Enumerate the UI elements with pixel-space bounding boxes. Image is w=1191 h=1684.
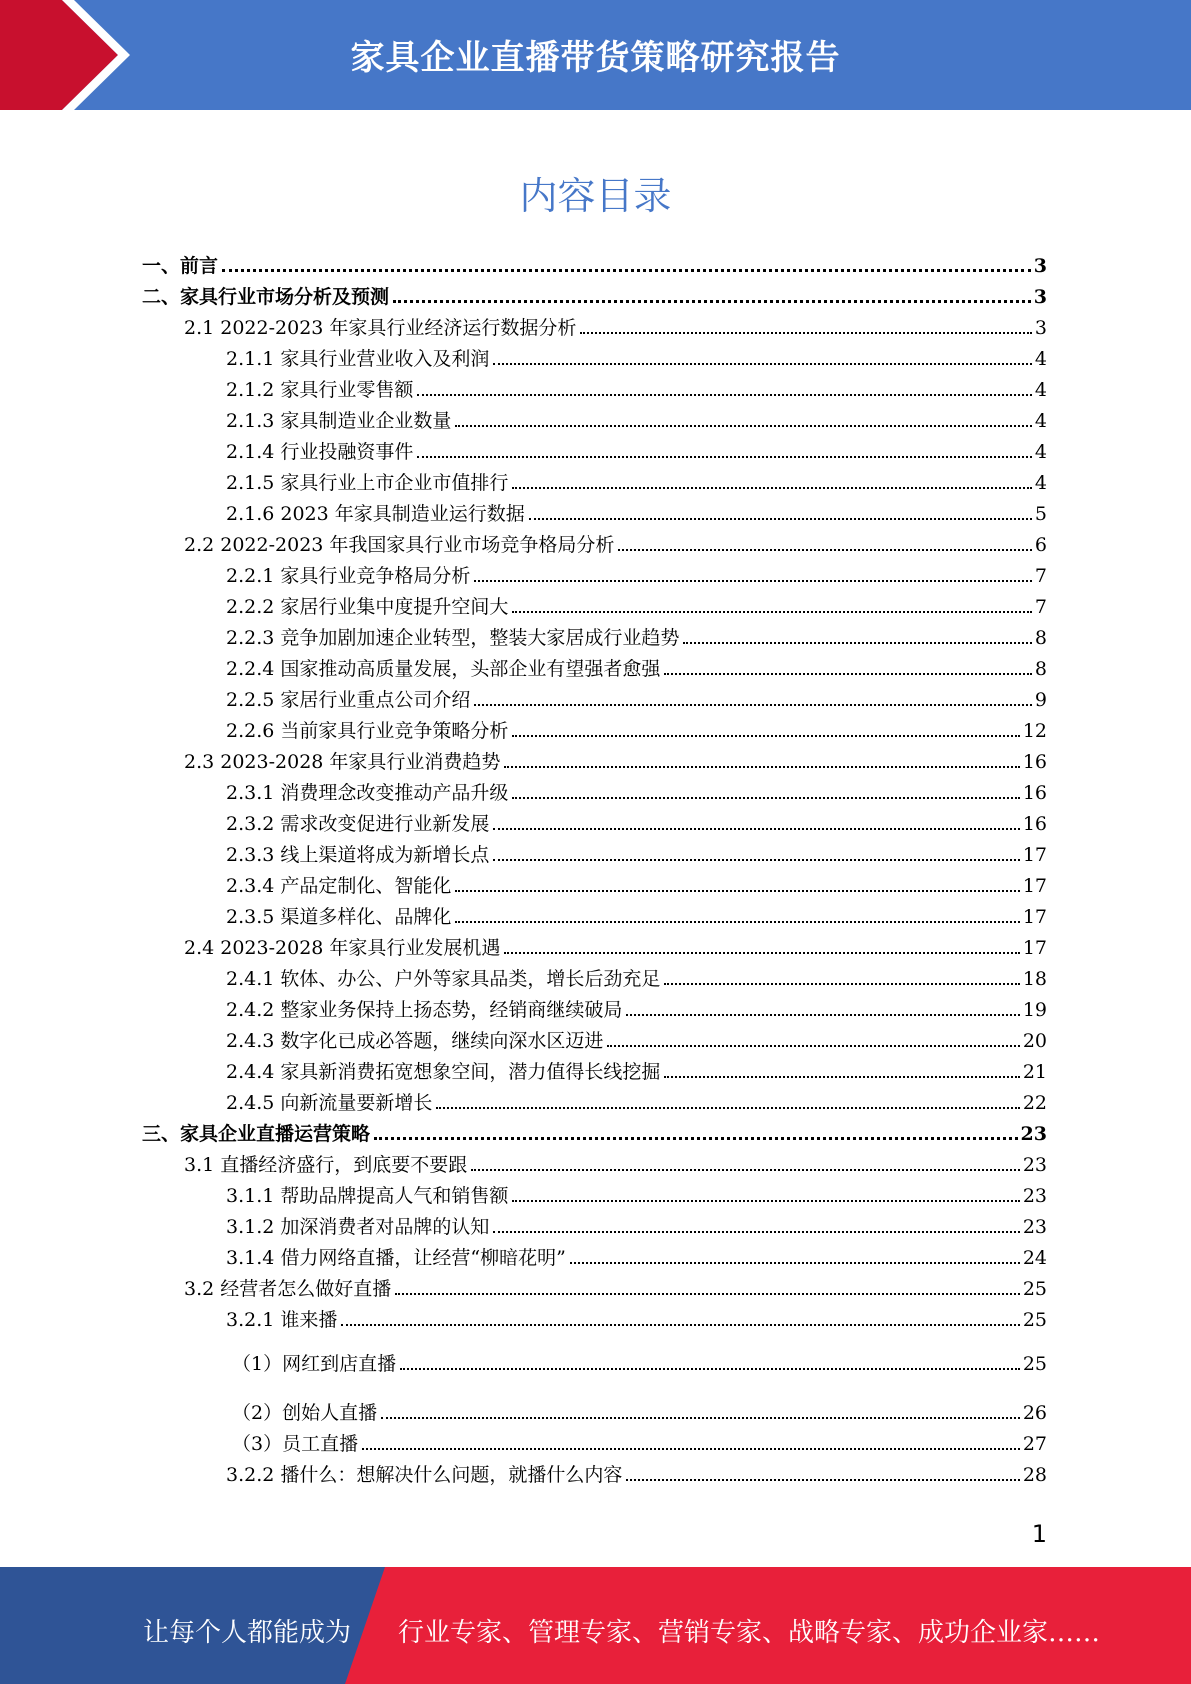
toc-dot-leader [341,1323,1019,1326]
toc-dot-leader [504,951,1019,954]
toc-dot-leader [493,362,1032,365]
toc-entry[interactable] [226,720,1047,742]
toc-dot-leader [570,1261,1020,1264]
toc-entry-title: （2）创始人直播 [232,1402,378,1424]
toc-entry-page: 24 [1022,1247,1047,1269]
toc-entry[interactable] [226,875,1047,897]
toc-entry[interactable] [226,658,1047,680]
footer-banner [0,1567,1191,1684]
toc-entry-title: 2.4.5 向新流量要新增长 [226,1092,433,1114]
toc-entry-page: 4 [1034,472,1047,494]
toc-entry-page: 26 [1022,1402,1047,1424]
toc-entry-title: 2.4 2023-2028 年家具行业发展机遇 [184,937,501,959]
toc-entry-title: 2.3.5 渠道多样化、品牌化 [226,906,452,928]
toc-entry[interactable] [184,534,1047,556]
toc-entry[interactable] [226,441,1047,463]
toc-entry-title: 2.1.4 行业投融资事件 [226,441,414,463]
toc-entry-title: 2.3 2023-2028 年家具行业消费趋势 [184,751,501,773]
toc-entry-page: 20 [1022,1030,1047,1052]
toc-entry-title: 3.1.4 借力网络直播，让经营“柳暗花明” [226,1247,566,1269]
toc-entry-title: 2.2.6 当前家具行业竞争策略分析 [226,720,509,742]
toc-dot-leader [455,889,1019,892]
toc-entry-page: 7 [1034,596,1047,618]
toc-entry-title: 3.1.1 帮助品牌提高人气和销售额 [226,1185,509,1207]
toc-entry-page: 4 [1034,348,1047,370]
toc-entry-title: 3.2 经营者怎么做好直播 [184,1278,392,1300]
toc-entry[interactable] [226,1092,1047,1114]
toc-dot-leader [529,517,1032,520]
toc-dot-leader [626,1013,1019,1016]
toc-entry-page: 4 [1034,379,1047,401]
toc-entry-page: 4 [1034,441,1047,463]
toc-entry-title: 3.1.2 加深消费者对品牌的认知 [226,1216,490,1238]
toc-entry-page: 5 [1034,503,1047,525]
toc-heading: 内容目录 [519,174,672,218]
toc-entry[interactable] [226,596,1047,618]
toc-entry[interactable] [184,937,1047,959]
toc-entry-page: 16 [1022,751,1047,773]
toc-entry[interactable] [226,348,1047,370]
toc-entry-title: 一、前言 [142,255,219,277]
toc-dot-leader [493,827,1019,830]
toc-entry[interactable] [226,1464,1047,1486]
toc-entry[interactable] [226,999,1047,1021]
toc-entry-page: 22 [1022,1092,1047,1114]
toc-entry-title: 3.2.2 播什么：想解决什么问题，就播什么内容 [226,1464,623,1486]
toc-entry-page: 17 [1022,937,1047,959]
toc-entry-title: 2.2.3 竞争加剧加速企业转型，整装大家居成行业趋势 [226,627,680,649]
toc-entry-title: 2.3.3 线上渠道将成为新增长点 [226,844,490,866]
toc-dot-leader [471,1168,1020,1171]
toc-entry-title: 2.1.3 家具制造业企业数量 [226,410,452,432]
toc-entry-page: 23 [1022,1185,1047,1207]
toc-entry[interactable] [226,1309,1047,1331]
toc-dot-leader [512,1199,1019,1202]
toc-entry-title: 2.4.1 软体、办公、户外等家具品类，增长后劲充足 [226,968,661,990]
toc-entry-page: 6 [1034,534,1047,556]
toc-dot-leader [607,1044,1019,1047]
toc-entry[interactable] [226,1247,1047,1269]
toc-dot-leader [393,299,1031,303]
toc-dot-leader [493,858,1019,861]
toc-entry-page: 19 [1022,999,1047,1021]
toc-entry[interactable] [226,472,1047,494]
toc-entry-title: 2.4.3 数字化已成必答题，继续向深水区迈进 [226,1030,604,1052]
toc-dot-leader [474,579,1032,582]
toc-entry-page: 25 [1022,1309,1047,1331]
toc-entry-title: 2.3.1 消费理念改变推动产品升级 [226,782,509,804]
toc-entry[interactable] [226,1216,1047,1238]
footer-slogan-right: 行业专家、管理专家、营销专家、战略专家、成功企业家…… [398,1618,1101,1648]
toc-dot-leader [580,331,1031,334]
toc-dot-leader [395,1292,1020,1295]
toc-dot-leader [362,1447,1020,1450]
toc-entry-page: 7 [1034,565,1047,587]
toc-entry[interactable] [184,1278,1047,1300]
toc-dot-leader [436,1106,1019,1109]
toc-entry[interactable] [232,1353,1047,1375]
toc-dot-leader [455,920,1019,923]
toc-entry[interactable] [142,1123,1047,1145]
toc-entry-page: 9 [1034,689,1047,711]
toc-entry[interactable] [226,565,1047,587]
toc-entry[interactable] [226,906,1047,928]
toc-dot-leader [664,982,1019,985]
toc-entry-page: 3 [1034,317,1047,339]
toc-entry-title: 2.2.4 国家推动高质量发展，头部企业有望强者愈强 [226,658,661,680]
toc-entry[interactable] [226,627,1047,649]
toc-dot-leader [417,455,1032,458]
toc-entry-page: 23 [1020,1123,1047,1145]
toc-entry[interactable] [232,1402,1047,1424]
toc-dot-leader [512,486,1032,489]
toc-dot-leader [683,641,1032,644]
toc-entry-title: 2.2 2022-2023 年我国家具行业市场竞争格局分析 [184,534,615,556]
toc-entry-page: 25 [1022,1353,1047,1375]
toc-entry-page: 17 [1022,844,1047,866]
toc-entry[interactable] [226,689,1047,711]
toc-entry-page: 16 [1022,782,1047,804]
toc-entry-page: 23 [1022,1154,1047,1176]
toc-entry-page: 3 [1033,286,1047,308]
toc-dot-leader [474,703,1032,706]
toc-entry[interactable] [184,317,1047,339]
report-title: 家具企业直播带货策略研究报告 [350,38,841,78]
toc-entry-page: 21 [1022,1061,1047,1083]
toc-entry[interactable] [226,968,1047,990]
toc-entry-page: 12 [1022,720,1047,742]
toc-entry-page: 8 [1034,658,1047,680]
toc-dot-leader [374,1136,1018,1140]
toc-entry[interactable] [142,255,1047,277]
toc-dot-leader [512,734,1019,737]
toc-dot-leader [626,1478,1019,1481]
toc-entry[interactable] [226,1185,1047,1207]
toc-entry[interactable] [184,1154,1047,1176]
toc-entry-title: 2.1.5 家具行业上市企业市值排行 [226,472,509,494]
toc-entry-title: （3）员工直播 [232,1433,359,1455]
toc-dot-leader [381,1416,1020,1419]
toc-entry-title: 3.2.1 谁来播 [226,1309,338,1331]
toc-entry-page: 4 [1034,410,1047,432]
toc-entry-title: 2.4.4 家具新消费拓宽想象空间，潜力值得长线挖掘 [226,1061,661,1083]
toc-entry-page: 17 [1022,875,1047,897]
toc-entry-page: 17 [1022,906,1047,928]
page-number: 1 [1031,1520,1047,1548]
toc-entry[interactable] [226,782,1047,804]
toc-entry-title: 三、家具企业直播运营策略 [142,1123,371,1145]
toc-entry-title: 3.1 直播经济盛行，到底要不要跟 [184,1154,468,1176]
toc-entry-title: 2.1.2 家具行业零售额 [226,379,414,401]
toc-dot-leader [417,393,1032,396]
toc-entry-page: 18 [1022,968,1047,990]
toc-entry-page: 8 [1034,627,1047,649]
toc-dot-leader [493,1230,1019,1233]
toc-entry[interactable] [226,379,1047,401]
toc-entry[interactable] [226,1030,1047,1052]
toc-entry[interactable] [226,410,1047,432]
toc-entry-page: 25 [1022,1278,1047,1300]
toc-entry-title: 2.3.2 需求改变促进行业新发展 [226,813,490,835]
toc-entry-title: （1）网红到店直播 [232,1353,397,1375]
toc-entry-title: 2.4.2 整家业务保持上扬态势，经销商继续破局 [226,999,623,1021]
toc-entry[interactable] [226,503,1047,525]
toc-entry-page: 27 [1022,1433,1047,1455]
toc-entry[interactable] [232,1433,1047,1455]
toc-dot-leader [455,424,1032,427]
toc-dot-leader [504,765,1019,768]
toc-entry-title: 2.1.6 2023 年家具制造业运行数据 [226,503,525,525]
toc-dot-leader [664,1075,1019,1078]
toc-entry[interactable] [226,1061,1047,1083]
toc-dot-leader [512,796,1019,799]
toc-entry-page: 28 [1022,1464,1047,1486]
toc-dot-leader [664,672,1032,675]
toc-entry-page: 16 [1022,813,1047,835]
toc-entry[interactable] [226,813,1047,835]
report-header [0,0,1191,110]
toc-entry[interactable] [142,286,1047,308]
toc-dot-leader [400,1367,1020,1370]
toc-entry-title: 二、家具行业市场分析及预测 [142,286,390,308]
toc-entry-title: 2.2.2 家居行业集中度提升空间大 [226,596,509,618]
toc-entry-title: 2.1 2022-2023 年家具行业经济运行数据分析 [184,317,577,339]
toc-dot-leader [222,268,1031,272]
toc-entry-page: 23 [1022,1216,1047,1238]
toc-entry-title: 2.3.4 产品定制化、智能化 [226,875,452,897]
toc-entry-title: 2.1.1 家具行业营业收入及利润 [226,348,490,370]
toc-dot-leader [512,610,1032,613]
footer-slogan-left: 让每个人都能成为 [143,1618,352,1648]
toc-entry[interactable] [184,751,1047,773]
toc-entry[interactable] [226,844,1047,866]
toc-dot-leader [618,548,1031,551]
toc-entry-title: 2.2.5 家居行业重点公司介绍 [226,689,471,711]
toc-entry-title: 2.2.1 家具行业竞争格局分析 [226,565,471,587]
toc-entry-page: 3 [1033,255,1047,277]
